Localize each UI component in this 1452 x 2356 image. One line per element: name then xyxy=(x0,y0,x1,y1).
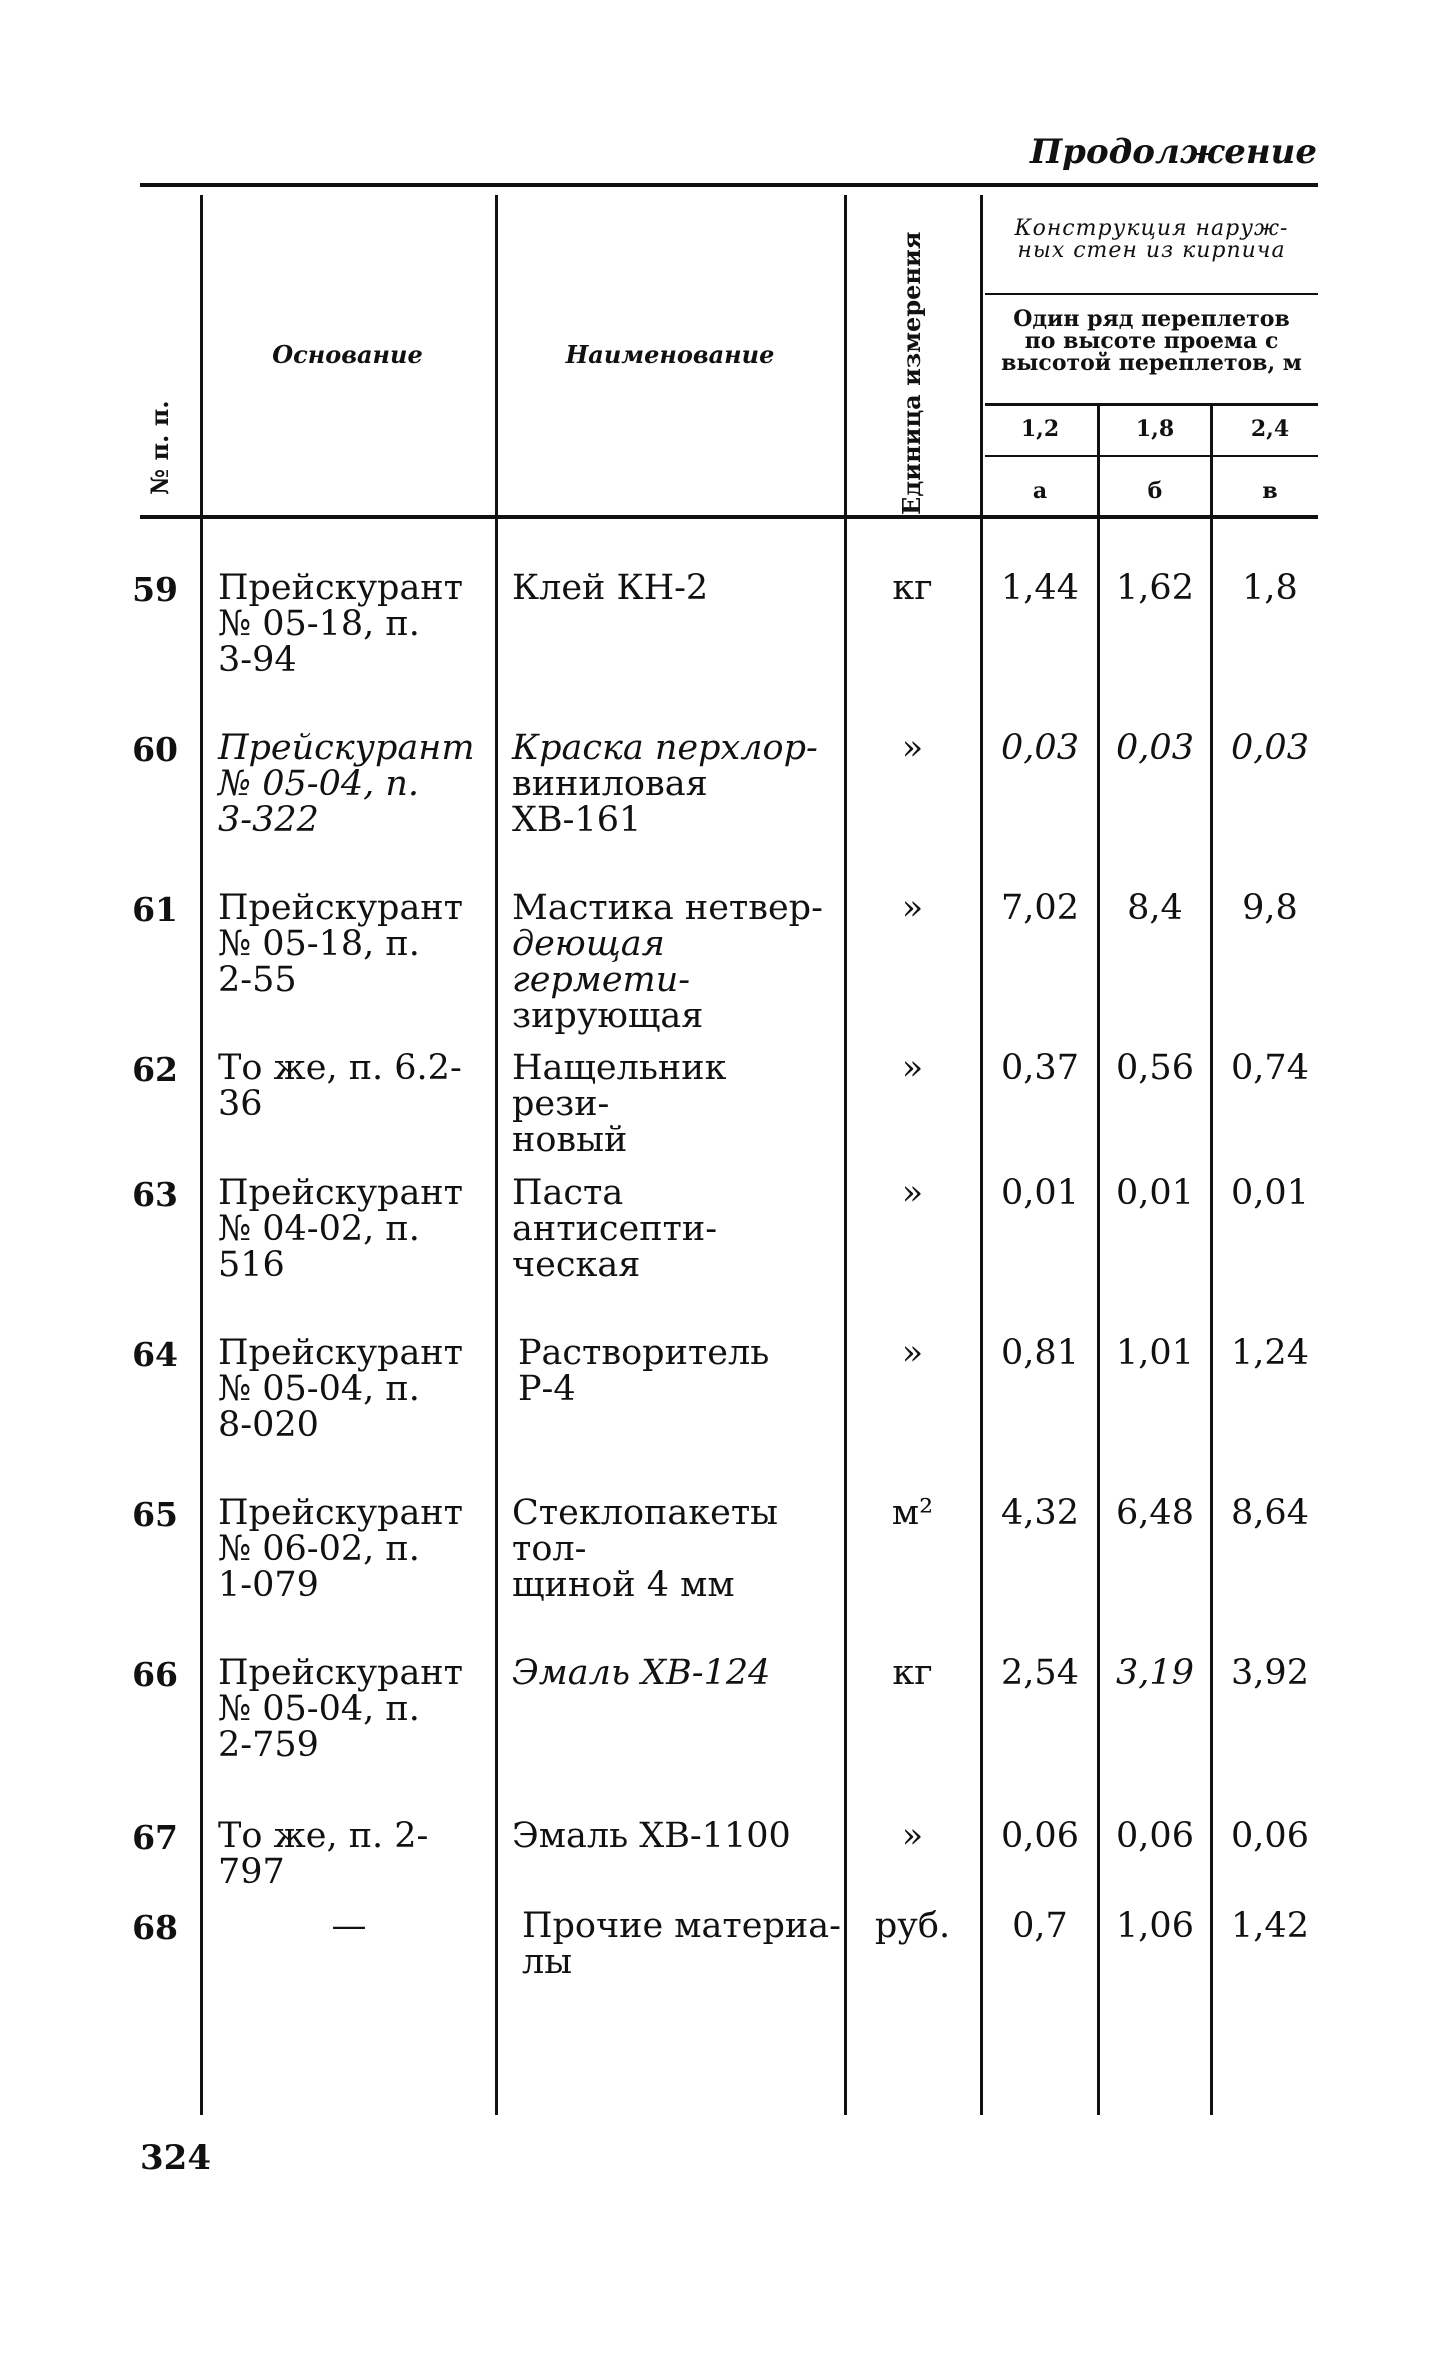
row-basis xyxy=(218,570,480,678)
row-number: 65 xyxy=(132,1495,178,1534)
header-height-b: 1,8 xyxy=(1135,416,1175,442)
row-number: 63 xyxy=(132,1175,178,1214)
row-value-a: 0,7 xyxy=(1012,1906,1068,1946)
row-name xyxy=(512,1818,832,1854)
basis-line: Прейскурант xyxy=(218,1493,463,1533)
name-line: Паста антисепти- xyxy=(512,1173,718,1249)
row-value-b: 0,06 xyxy=(1116,1816,1194,1856)
name-line: Мастика нетвер- xyxy=(512,888,823,928)
header-construction-line2: ных стен из кирпича xyxy=(1017,238,1286,263)
row-value-b: 1,62 xyxy=(1116,568,1194,608)
row-unit: » xyxy=(901,1333,924,1373)
row-name xyxy=(512,890,832,1034)
row-basis xyxy=(218,1175,480,1283)
row-value-b: 0,01 xyxy=(1116,1173,1194,1213)
column-rule-6 xyxy=(1210,405,1213,2115)
basis-line: 516 xyxy=(218,1245,285,1285)
row-number: 62 xyxy=(132,1050,178,1089)
row-basis xyxy=(218,890,480,998)
row-basis xyxy=(218,1655,480,1763)
row-name xyxy=(512,1495,832,1603)
row-unit: » xyxy=(901,1816,924,1856)
row-value-a: 0,81 xyxy=(1001,1333,1079,1373)
basis-line: № 04-02, п. xyxy=(218,1209,420,1249)
basis-line: 3-322 xyxy=(218,800,319,840)
basis-line: Прейскурант xyxy=(218,888,463,928)
header-letter-b: б xyxy=(1147,478,1163,504)
basis-line: № 06-02, п. xyxy=(218,1529,420,1569)
row-unit: » xyxy=(901,1173,924,1213)
header-height-c: 2,4 xyxy=(1250,416,1290,442)
basis-line: 2-55 xyxy=(218,960,297,1000)
row-basis xyxy=(218,1335,480,1443)
basis-line: Прейскурант xyxy=(218,728,475,768)
row-number: 68 xyxy=(132,1908,178,1947)
row-value-c: 0,03 xyxy=(1231,728,1309,768)
row-value-c: 8,64 xyxy=(1231,1493,1309,1533)
row-basis xyxy=(218,730,480,838)
name-line: лы xyxy=(522,1942,573,1982)
row-name xyxy=(512,730,832,838)
basis-line: № 05-04, п. xyxy=(218,1689,420,1729)
row-unit: » xyxy=(901,1048,924,1088)
column-rule-4 xyxy=(980,195,983,2115)
header-number: № п. п. xyxy=(145,400,174,495)
row-value-c: 0,74 xyxy=(1231,1048,1309,1088)
header-sash-line2: по высоте проема с xyxy=(1024,328,1279,354)
header-letter-c: в xyxy=(1262,478,1278,504)
header-bottom-rule xyxy=(140,515,1318,519)
header-construction xyxy=(985,218,1318,262)
header-letter-a: а xyxy=(1032,478,1048,504)
name-line: деющая гермети- xyxy=(512,924,691,1000)
page-number: 324 xyxy=(140,2138,211,2178)
row-unit: » xyxy=(901,728,924,768)
row-name xyxy=(518,1335,838,1407)
row-value-b: 1,01 xyxy=(1116,1333,1194,1373)
row-number: 67 xyxy=(132,1818,178,1857)
header-unit: Единица измерения xyxy=(897,231,926,515)
row-value-b: 6,48 xyxy=(1116,1493,1194,1533)
row-value-c: 1,42 xyxy=(1231,1906,1309,1946)
row-unit: кг xyxy=(892,1653,933,1693)
row-unit: кг xyxy=(892,568,933,608)
name-line: Эмаль ХВ-124 xyxy=(512,1653,771,1693)
name-line: виниловая ХВ-161 xyxy=(512,764,708,840)
basis-line: — xyxy=(331,1906,367,1946)
column-rule-3 xyxy=(844,195,847,2115)
basis-line: 8-020 xyxy=(218,1405,319,1445)
row-number: 59 xyxy=(132,570,178,609)
row-unit: » xyxy=(901,888,924,928)
basis-line: № 05-18, п. xyxy=(218,604,420,644)
header-height-a: 1,2 xyxy=(1020,416,1060,442)
row-value-c: 0,06 xyxy=(1231,1816,1309,1856)
row-value-a: 0,03 xyxy=(1001,728,1079,768)
name-line: зирующая xyxy=(512,996,704,1036)
row-value-c: 0,01 xyxy=(1231,1173,1309,1213)
basis-line: Прейскурант xyxy=(218,568,463,608)
header-construction-line1: Конструкция наруж- xyxy=(1014,216,1289,241)
name-line: Стеклопакеты тол- xyxy=(512,1493,779,1569)
basis-line: № 05-18, п. xyxy=(218,924,420,964)
name-line: Прочие материа- xyxy=(522,1906,841,1946)
header-name: Наименование xyxy=(565,340,775,369)
row-value-c: 1,8 xyxy=(1242,568,1298,608)
row-name xyxy=(522,1908,842,1980)
row-value-c: 1,24 xyxy=(1231,1333,1309,1373)
header-sash xyxy=(985,308,1318,374)
basis-line: 2-759 xyxy=(218,1725,319,1765)
row-value-a: 0,01 xyxy=(1001,1173,1079,1213)
column-rule-2 xyxy=(495,195,498,2115)
row-value-a: 0,37 xyxy=(1001,1048,1079,1088)
row-name xyxy=(512,1175,832,1283)
basis-line: № 05-04, п. xyxy=(218,1369,420,1409)
header-sash-line1: Один ряд переплетов xyxy=(1013,306,1290,332)
row-basis xyxy=(218,1495,480,1603)
row-value-b: 8,4 xyxy=(1127,888,1183,928)
row-value-b: 3,19 xyxy=(1116,1653,1194,1693)
row-value-b: 0,03 xyxy=(1116,728,1194,768)
header-basis: Основание xyxy=(272,340,423,369)
row-basis xyxy=(218,1908,480,1944)
name-line: Нащельник рези- xyxy=(512,1048,727,1124)
row-value-a: 0,06 xyxy=(1001,1816,1079,1856)
row-basis xyxy=(218,1818,480,1890)
basis-line: Прейскурант xyxy=(218,1173,463,1213)
continued-label: Продолжение xyxy=(1030,132,1317,172)
row-unit: м² xyxy=(891,1493,934,1533)
row-value-c: 9,8 xyxy=(1242,888,1298,928)
basis-line: Прейскурант xyxy=(218,1333,463,1373)
row-value-b: 0,56 xyxy=(1116,1048,1194,1088)
name-line: новый xyxy=(512,1120,628,1160)
row-number: 66 xyxy=(132,1655,178,1694)
row-value-a: 2,54 xyxy=(1001,1653,1079,1693)
row-name xyxy=(512,1050,832,1158)
row-value-c: 3,92 xyxy=(1231,1653,1309,1693)
row-name xyxy=(512,1655,832,1691)
header-sash-line3: высотой переплетов, м xyxy=(1001,350,1302,376)
row-name xyxy=(512,570,832,606)
row-value-a: 4,32 xyxy=(1001,1493,1079,1533)
row-number: 64 xyxy=(132,1335,178,1374)
basis-line: То же, п. 6.2-36 xyxy=(218,1048,462,1124)
name-line: Краска перхлор- xyxy=(512,728,818,768)
row-value-a: 1,44 xyxy=(1001,568,1079,608)
name-line: Эмаль ХВ-1100 xyxy=(512,1816,791,1856)
basis-line: То же, п. 2-797 xyxy=(218,1816,429,1892)
basis-line: 3-94 xyxy=(218,640,297,680)
construction-header-rule xyxy=(985,293,1318,295)
row-basis xyxy=(218,1050,480,1122)
row-value-b: 1,06 xyxy=(1116,1906,1194,1946)
basis-line: № 05-04, п. xyxy=(218,764,420,804)
name-line: Клей КН-2 xyxy=(512,568,709,608)
heights-rule xyxy=(985,455,1318,457)
name-line: Растворитель Р-4 xyxy=(518,1333,770,1409)
row-number: 60 xyxy=(132,730,178,769)
table-top-rule xyxy=(140,183,1318,187)
row-unit: руб. xyxy=(874,1906,951,1946)
row-number: 61 xyxy=(132,890,178,929)
basis-line: 1-079 xyxy=(218,1565,319,1605)
column-rule-1 xyxy=(200,195,203,2115)
column-rule-5 xyxy=(1097,405,1100,2115)
basis-line: Прейскурант xyxy=(218,1653,463,1693)
sash-header-rule xyxy=(985,403,1318,406)
name-line: щиной 4 мм xyxy=(512,1565,735,1605)
row-value-a: 7,02 xyxy=(1001,888,1079,928)
name-line: ческая xyxy=(512,1245,641,1285)
